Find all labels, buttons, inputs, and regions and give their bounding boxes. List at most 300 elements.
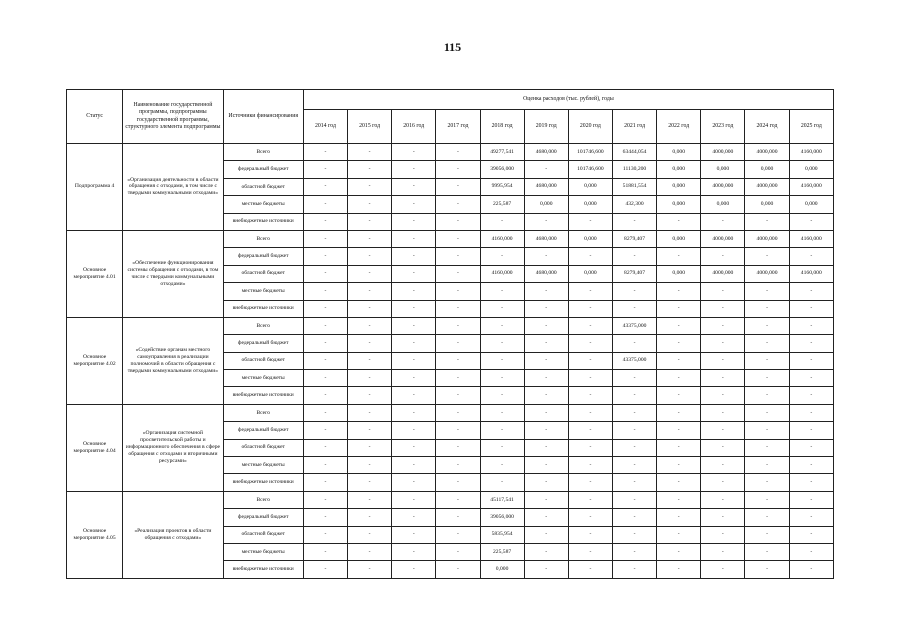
value-cell: - (612, 248, 656, 265)
value-cell: - (745, 422, 789, 439)
table-row (67, 317, 834, 334)
value-cell: - (392, 317, 436, 334)
value-cell: - (480, 474, 524, 491)
value-cell: - (701, 300, 745, 317)
value-cell: 0,000 (480, 561, 524, 578)
funding-source-cell: федеральный бюджет (223, 422, 303, 439)
value-cell: 0,000 (745, 161, 789, 178)
value-cell: - (392, 178, 436, 195)
value-cell: - (303, 144, 347, 161)
value-cell: - (480, 352, 524, 369)
value-cell: - (701, 526, 745, 543)
value-cell: - (657, 213, 701, 230)
value-cell: 8279,407 (612, 230, 656, 247)
value-cell: - (745, 317, 789, 334)
value-cell: - (612, 491, 656, 508)
value-cell: - (701, 543, 745, 560)
value-cell: - (303, 543, 347, 560)
value-cell: - (348, 161, 392, 178)
value-cell: - (348, 370, 392, 387)
header-year: 2019 год (524, 110, 568, 144)
value-cell: - (392, 526, 436, 543)
value-cell: - (789, 335, 833, 352)
value-cell: - (480, 370, 524, 387)
value-cell: - (524, 491, 568, 508)
value-cell: - (657, 283, 701, 300)
value-cell: - (436, 196, 480, 213)
value-cell: - (303, 457, 347, 474)
value-cell: - (789, 561, 833, 578)
value-cell: - (348, 178, 392, 195)
value-cell: - (789, 543, 833, 560)
funding-source-cell: федеральный бюджет (223, 509, 303, 526)
value-cell: - (303, 161, 347, 178)
value-cell: 43375,000 (612, 352, 656, 369)
funding-source-cell: местные бюджеты (223, 370, 303, 387)
value-cell: - (657, 439, 701, 456)
value-cell: 63444,054 (612, 144, 656, 161)
value-cell: - (701, 457, 745, 474)
value-cell: - (436, 317, 480, 334)
value-cell: - (392, 230, 436, 247)
value-cell: - (745, 509, 789, 526)
value-cell: - (657, 491, 701, 508)
header-year: 2025 год (789, 110, 833, 144)
program-name-cell: «Содействие органам местного самоуправления в реализации полномочий в области обращения с твердыми коммунальными отходами» (123, 317, 223, 404)
value-cell: - (436, 422, 480, 439)
value-cell: - (568, 439, 612, 456)
value-cell: - (392, 474, 436, 491)
value-cell: - (480, 457, 524, 474)
value-cell: - (348, 491, 392, 508)
value-cell: - (612, 439, 656, 456)
value-cell: - (303, 370, 347, 387)
value-cell: - (524, 404, 568, 421)
value-cell: 11130,200 (612, 161, 656, 178)
value-cell: - (348, 561, 392, 578)
value-cell: - (480, 283, 524, 300)
funding-source-cell: областной бюджет (223, 526, 303, 543)
value-cell: - (568, 387, 612, 404)
value-cell: 4000,000 (745, 178, 789, 195)
value-cell: - (348, 265, 392, 282)
value-cell: - (789, 317, 833, 334)
value-cell: - (657, 422, 701, 439)
value-cell: - (524, 300, 568, 317)
value-cell: - (745, 404, 789, 421)
value-cell: - (392, 352, 436, 369)
value-cell: - (348, 283, 392, 300)
program-name-cell: «Организация системной просветительской работы и информационного обеспечения в сфере обращения с отходами и вторичными ресурсами» (123, 404, 223, 491)
value-cell: - (657, 457, 701, 474)
value-cell: - (524, 387, 568, 404)
header-year: 2022 год (657, 110, 701, 144)
value-cell: - (745, 370, 789, 387)
value-cell: - (568, 491, 612, 508)
value-cell: - (524, 370, 568, 387)
header-year: 2023 год (701, 110, 745, 144)
value-cell: - (348, 248, 392, 265)
value-cell: - (480, 317, 524, 334)
value-cell: - (480, 213, 524, 230)
value-cell: - (392, 387, 436, 404)
value-cell: - (568, 317, 612, 334)
value-cell: - (789, 457, 833, 474)
value-cell: - (348, 404, 392, 421)
value-cell: 0,000 (657, 178, 701, 195)
value-cell: - (657, 404, 701, 421)
funding-source-cell: местные бюджеты (223, 283, 303, 300)
value-cell: - (568, 370, 612, 387)
value-cell: - (480, 335, 524, 352)
value-cell: - (612, 283, 656, 300)
value-cell: - (436, 543, 480, 560)
value-cell: 0,000 (789, 196, 833, 213)
value-cell: - (348, 144, 392, 161)
value-cell: - (612, 543, 656, 560)
value-cell: - (745, 387, 789, 404)
value-cell: - (480, 439, 524, 456)
value-cell: - (392, 543, 436, 560)
value-cell: - (436, 439, 480, 456)
value-cell: - (303, 248, 347, 265)
funding-source-cell: федеральный бюджет (223, 248, 303, 265)
value-cell: 4680,000 (524, 178, 568, 195)
value-cell: - (612, 526, 656, 543)
value-cell: - (480, 404, 524, 421)
value-cell: 0,000 (524, 196, 568, 213)
value-cell: - (568, 422, 612, 439)
value-cell: 0,000 (568, 230, 612, 247)
value-cell: - (348, 352, 392, 369)
value-cell: - (657, 300, 701, 317)
value-cell: - (480, 300, 524, 317)
value-cell: 0,000 (745, 196, 789, 213)
value-cell: - (789, 439, 833, 456)
value-cell: 0,000 (701, 161, 745, 178)
header-year: 2017 год (436, 110, 480, 144)
value-cell: 0,000 (657, 161, 701, 178)
value-cell: - (524, 543, 568, 560)
value-cell: - (436, 404, 480, 421)
program-name-cell: «Обеспечение функционирования системы обращения с отходами, в том числе с твердыми коммунальными отходами» (123, 230, 223, 317)
value-cell: - (789, 370, 833, 387)
value-cell: 45117,541 (480, 491, 524, 508)
value-cell: 4000,000 (701, 230, 745, 247)
value-cell: - (789, 352, 833, 369)
value-cell: - (392, 439, 436, 456)
value-cell: - (480, 387, 524, 404)
funding-source-cell: Всего (223, 144, 303, 161)
value-cell: 0,000 (568, 178, 612, 195)
value-cell: - (701, 439, 745, 456)
value-cell: 4160,000 (480, 265, 524, 282)
value-cell: - (392, 404, 436, 421)
funding-source-cell: областной бюджет (223, 265, 303, 282)
value-cell: - (303, 439, 347, 456)
value-cell: - (701, 213, 745, 230)
value-cell: - (612, 300, 656, 317)
value-cell: - (524, 561, 568, 578)
value-cell: - (568, 335, 612, 352)
value-cell: - (480, 248, 524, 265)
value-cell: - (701, 370, 745, 387)
value-cell: - (701, 509, 745, 526)
value-cell: - (392, 144, 436, 161)
header-year: 2016 год (392, 110, 436, 144)
value-cell: - (348, 300, 392, 317)
table-row (67, 144, 834, 161)
funding-source-cell: внебюджетные источники (223, 561, 303, 578)
program-name-cell: «Реализация проектов в области обращения с отходами» (123, 491, 223, 578)
value-cell: - (524, 248, 568, 265)
value-cell: 4680,000 (524, 230, 568, 247)
value-cell: - (701, 422, 745, 439)
value-cell: - (436, 457, 480, 474)
value-cell: - (745, 474, 789, 491)
value-cell: - (392, 509, 436, 526)
value-cell: - (789, 283, 833, 300)
header-year: 2015 год (348, 110, 392, 144)
value-cell: - (745, 457, 789, 474)
value-cell: - (789, 474, 833, 491)
value-cell: - (789, 213, 833, 230)
value-cell: - (303, 178, 347, 195)
value-cell: - (392, 283, 436, 300)
value-cell: - (701, 561, 745, 578)
value-cell: - (436, 352, 480, 369)
funding-source-cell: Всего (223, 491, 303, 508)
value-cell: - (524, 317, 568, 334)
value-cell: - (789, 526, 833, 543)
value-cell: - (568, 474, 612, 491)
value-cell: - (303, 213, 347, 230)
value-cell: - (436, 387, 480, 404)
value-cell: - (348, 335, 392, 352)
value-cell: - (303, 422, 347, 439)
value-cell: - (303, 283, 347, 300)
value-cell: - (568, 352, 612, 369)
funding-source-cell: Всего (223, 404, 303, 421)
header-year: 2014 год (303, 110, 347, 144)
value-cell: - (348, 230, 392, 247)
header-status: Статус (67, 90, 123, 144)
value-cell: - (524, 457, 568, 474)
value-cell: 4160,000 (789, 178, 833, 195)
value-cell: - (789, 422, 833, 439)
value-cell: - (436, 491, 480, 508)
value-cell: - (612, 387, 656, 404)
status-cell: Основное мероприятие 4.05 (67, 491, 123, 578)
value-cell: 4000,000 (701, 178, 745, 195)
value-cell: - (745, 283, 789, 300)
value-cell: - (568, 248, 612, 265)
value-cell: - (436, 230, 480, 247)
value-cell: - (524, 213, 568, 230)
value-cell: - (701, 335, 745, 352)
value-cell: 0,000 (657, 230, 701, 247)
program-name-cell: «Организация деятельности в области обращения с отходами, в том числе с твердыми коммунальными отходами» (123, 144, 223, 231)
value-cell: - (392, 196, 436, 213)
value-cell: - (657, 335, 701, 352)
value-cell: - (348, 457, 392, 474)
value-cell: 0,000 (568, 196, 612, 213)
value-cell: - (568, 404, 612, 421)
value-cell: - (524, 352, 568, 369)
value-cell: - (436, 248, 480, 265)
value-cell: - (348, 422, 392, 439)
value-cell: - (436, 300, 480, 317)
value-cell: - (436, 283, 480, 300)
value-cell: - (701, 491, 745, 508)
value-cell: - (612, 457, 656, 474)
value-cell: 0,000 (657, 144, 701, 161)
value-cell: - (568, 213, 612, 230)
value-cell: - (348, 213, 392, 230)
table-row (67, 404, 834, 421)
value-cell: - (524, 422, 568, 439)
value-cell: 4160,000 (789, 144, 833, 161)
value-cell: - (348, 387, 392, 404)
value-cell: - (701, 352, 745, 369)
value-cell: - (303, 352, 347, 369)
value-cell: - (745, 335, 789, 352)
table-row (67, 230, 834, 247)
header-sources: Источники финансирования (223, 90, 303, 144)
value-cell: - (612, 474, 656, 491)
value-cell: - (745, 352, 789, 369)
value-cell: - (568, 457, 612, 474)
value-cell: - (612, 404, 656, 421)
value-cell: - (436, 526, 480, 543)
value-cell: - (436, 509, 480, 526)
value-cell: - (701, 404, 745, 421)
value-cell: - (436, 561, 480, 578)
funding-source-cell: местные бюджеты (223, 457, 303, 474)
value-cell: 0,000 (657, 196, 701, 213)
value-cell: - (657, 370, 701, 387)
funding-source-cell: внебюджетные источники (223, 300, 303, 317)
value-cell: - (303, 317, 347, 334)
value-cell: - (303, 474, 347, 491)
value-cell: 49277,541 (480, 144, 524, 161)
table-row (67, 491, 834, 508)
value-cell: - (524, 509, 568, 526)
value-cell: 9995,954 (480, 178, 524, 195)
value-cell: - (568, 300, 612, 317)
funding-source-cell: областной бюджет (223, 352, 303, 369)
value-cell: - (303, 196, 347, 213)
value-cell: - (745, 561, 789, 578)
value-cell: 51881,554 (612, 178, 656, 195)
value-cell: - (436, 161, 480, 178)
value-cell: 101746,600 (568, 144, 612, 161)
value-cell: - (303, 526, 347, 543)
header-name: Наименование государственной программы, подпрограммы государственной программы, структурного элемента подпрограммы (123, 90, 223, 144)
value-cell: 0,000 (701, 196, 745, 213)
value-cell: - (612, 422, 656, 439)
value-cell: - (348, 526, 392, 543)
value-cell: - (303, 335, 347, 352)
value-cell: - (303, 387, 347, 404)
status-cell: Подпрограмма 4 (67, 144, 123, 231)
value-cell: - (657, 317, 701, 334)
status-cell: Основное мероприятие 4.01 (67, 230, 123, 317)
value-cell: - (392, 213, 436, 230)
value-cell: - (303, 404, 347, 421)
value-cell: - (436, 265, 480, 282)
value-cell: - (348, 317, 392, 334)
value-cell: 4160,000 (789, 265, 833, 282)
header-year: 2018 год (480, 110, 524, 144)
value-cell: 432,300 (612, 196, 656, 213)
value-cell: 4000,000 (701, 265, 745, 282)
value-cell: - (745, 491, 789, 508)
value-cell: - (657, 509, 701, 526)
funding-source-cell: областной бюджет (223, 439, 303, 456)
value-cell: - (612, 213, 656, 230)
value-cell: - (524, 526, 568, 543)
value-cell: 4160,000 (789, 230, 833, 247)
value-cell: - (789, 300, 833, 317)
value-cell: - (612, 370, 656, 387)
value-cell: - (303, 230, 347, 247)
funding-source-cell: федеральный бюджет (223, 335, 303, 352)
value-cell: 43375,000 (612, 317, 656, 334)
value-cell: 225,587 (480, 543, 524, 560)
value-cell: - (392, 422, 436, 439)
value-cell: 4680,000 (524, 144, 568, 161)
value-cell: - (745, 526, 789, 543)
value-cell: - (657, 474, 701, 491)
funding-source-cell: областной бюджет (223, 178, 303, 195)
funding-source-cell: местные бюджеты (223, 196, 303, 213)
funding-source-cell: внебюджетные источники (223, 387, 303, 404)
value-cell: - (789, 248, 833, 265)
value-cell: - (568, 543, 612, 560)
value-cell: - (436, 144, 480, 161)
value-cell: - (524, 161, 568, 178)
value-cell: - (612, 561, 656, 578)
value-cell: - (701, 474, 745, 491)
header-year: 2024 год (745, 110, 789, 144)
value-cell: - (303, 265, 347, 282)
value-cell: 4680,000 (524, 265, 568, 282)
value-cell: - (745, 543, 789, 560)
header-estimate: Оценка расходов (тыс. рублей), годы (303, 90, 833, 110)
funding-source-cell: внебюджетные источники (223, 213, 303, 230)
value-cell: - (745, 248, 789, 265)
value-cell: 0,000 (568, 265, 612, 282)
value-cell: - (657, 248, 701, 265)
value-cell: - (348, 543, 392, 560)
value-cell: - (436, 370, 480, 387)
value-cell: 4000,000 (745, 144, 789, 161)
value-cell: 4000,000 (745, 265, 789, 282)
value-cell: - (568, 526, 612, 543)
value-cell: 0,000 (789, 161, 833, 178)
value-cell: 39056,000 (480, 509, 524, 526)
value-cell: - (657, 387, 701, 404)
funding-source-cell: местные бюджеты (223, 543, 303, 560)
value-cell: - (568, 283, 612, 300)
value-cell: 101746,600 (568, 161, 612, 178)
value-cell: 8279,407 (612, 265, 656, 282)
value-cell: 0,000 (657, 265, 701, 282)
value-cell: 4160,000 (480, 230, 524, 247)
value-cell: - (436, 474, 480, 491)
funding-source-cell: внебюджетные источники (223, 474, 303, 491)
